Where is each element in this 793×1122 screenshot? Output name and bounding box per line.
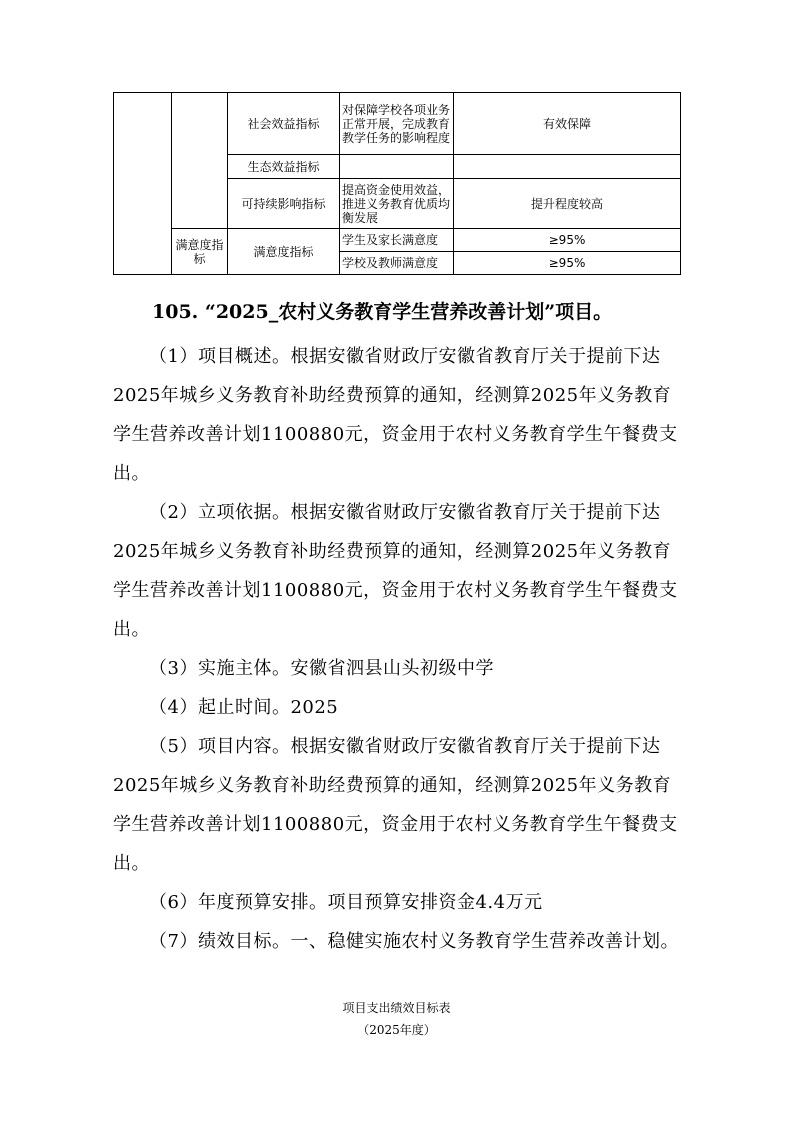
table-row xyxy=(114,93,681,155)
table-caption-title: 项目支出绩效目标表 xyxy=(342,1001,451,1015)
indicator-cell: 社会效益指标 xyxy=(228,93,340,155)
paragraph-text: （2）立项依据。根据安徽省财政厅安徽省教育厅关于提前下达2025年城乡义务教育补助经费预算的通知，经测算2025年义务教育学生营养改善计划1100880元，资金用于农村义务教育学生午餐费支出。 xyxy=(113,502,678,640)
paragraph-content xyxy=(113,727,680,883)
value-cell: 有效保障 xyxy=(454,93,681,155)
empty-category-cell xyxy=(114,93,172,275)
paragraph-budget xyxy=(113,883,680,922)
paragraph-implementer xyxy=(113,649,680,688)
detail-cell: 对保障学校各项业务正常开展，完成教育教学任务的影响程度 xyxy=(340,93,454,155)
detail-cell: 学校及教师满意度 xyxy=(340,252,454,275)
paragraph-basis xyxy=(113,493,680,649)
paragraph-text: （7）绩效目标。一、稳健实施农村义务教育学生营养改善计划。 xyxy=(149,931,679,952)
table-row xyxy=(114,229,681,252)
paragraph-text: （4）起止时间。2025 xyxy=(149,697,339,718)
section-heading: 105. “2025_农村义务教育学生营养改善计划”项目。 xyxy=(152,301,613,323)
paragraph-text: （3）实施主体。安徽省泗县山头初级中学 xyxy=(149,658,494,679)
paragraph-period xyxy=(113,688,680,727)
paragraph-text: （1）项目概述。根据安徽省财政厅安徽省教育厅关于提前下达2025年城乡义务教育补助经费预算的通知，经测算2025年义务教育学生营养改善计划1100880元，资金用于农村义务教育学生午餐费支出。 xyxy=(113,346,678,484)
detail-cell: 提高资金使用效益，推进义务教育优质均衡发展 xyxy=(340,179,454,229)
detail-cell: 学生及家长满意度 xyxy=(340,229,454,252)
value-cell: 提升程度较高 xyxy=(454,179,681,229)
paragraph-text: （6）年度预算安排。项目预算安排资金4.4万元 xyxy=(149,892,543,913)
satisfaction-indicator-cell: 满意度指标 xyxy=(228,229,340,275)
paragraph-overview xyxy=(113,337,680,493)
indicator-cell: 可持续影响指标 xyxy=(228,179,340,229)
value-cell xyxy=(454,155,681,179)
value-cell: ≥95% xyxy=(454,229,681,252)
satisfaction-category-cell: 满意度指标 xyxy=(172,229,228,275)
paragraph-text: （5）项目内容。根据安徽省财政厅安徽省教育厅关于提前下达2025年城乡义务教育补助经费预算的通知，经测算2025年义务教育学生营养改善计划1100880元，资金用于农村义务教育学生午餐费支出。 xyxy=(113,736,678,874)
paragraph-goal xyxy=(113,922,680,961)
indicator-cell: 生态效益指标 xyxy=(228,155,340,179)
empty-category-cell xyxy=(172,93,228,229)
performance-indicator-table xyxy=(113,92,681,275)
detail-cell xyxy=(340,155,454,179)
value-cell: ≥95% xyxy=(454,252,681,275)
table-caption-subtitle: （2025年度） xyxy=(357,1023,436,1037)
